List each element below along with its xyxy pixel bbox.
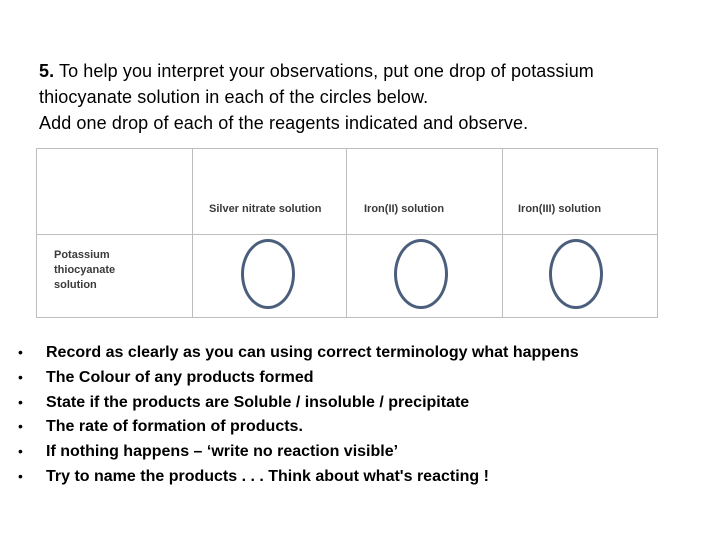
bullet-icon: • (18, 368, 23, 385)
bullet-icon: • (18, 418, 23, 435)
bullet-icon: • (18, 344, 23, 360)
drop-circle-iron-ii[interactable] (394, 239, 448, 309)
drop-circle-silver-nitrate[interactable] (241, 239, 295, 309)
column-header-iron-iii: Iron(III) solution (518, 203, 602, 215)
instruction-line-1: 5. To help you interpret your observations, put one drop of potassium (39, 61, 594, 81)
column-header-iron-ii: Iron(II) solution (364, 203, 445, 215)
bullet-icon: • (18, 467, 23, 484)
row-header-potassium-thiocyanate: Potassium thiocyanate solution (54, 249, 116, 291)
bullet-item: • The Colour of any products formed (18, 365, 579, 390)
table-divider (346, 149, 347, 317)
instruction-line-2: thiocyanate solution in each of the circles below. (39, 87, 429, 107)
bullet-item: • State if the products are Soluble / insoluble / precipitate (18, 390, 579, 415)
bullet-icon: • (18, 443, 23, 460)
bullet-item: • Try to name the products . . . Think about what's reacting ! (18, 464, 579, 489)
instruction-line-3: Add one drop of each of the reagents indicated and observe. (39, 113, 529, 133)
question-number: 5. (39, 61, 55, 81)
table-divider (37, 234, 657, 235)
table-divider (502, 149, 503, 317)
bullet-icon: • (18, 393, 23, 410)
bullet-item: • If nothing happens – ‘write no reaction visible’ (18, 439, 579, 464)
table-divider (192, 149, 193, 317)
instruction-bullet-list (18, 340, 579, 489)
bullet-item: • The rate of formation of products. (18, 414, 579, 439)
reagent-table (36, 148, 658, 318)
column-header-silver-nitrate: Silver nitrate solution (209, 203, 322, 215)
drop-circle-iron-iii[interactable] (549, 239, 603, 309)
bullet-item: • Record as clearly as you can using correct terminology what happens (18, 340, 579, 365)
instructions-text (39, 58, 699, 136)
